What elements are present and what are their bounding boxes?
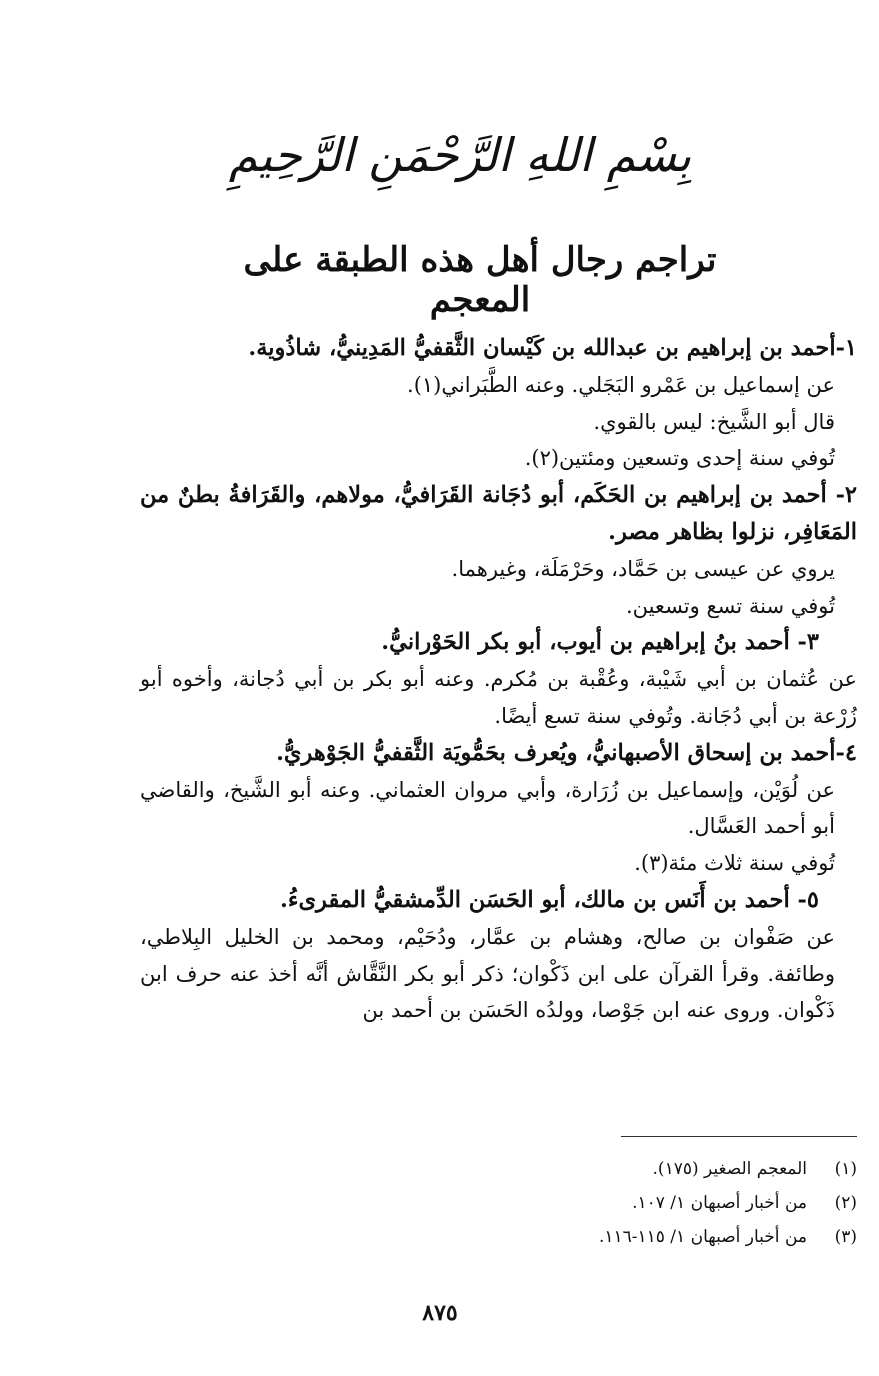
entry-1 bbox=[140, 330, 857, 477]
entry-3 bbox=[140, 624, 857, 734]
biographies-body bbox=[140, 330, 857, 1029]
entry-line: تُوفي سنة تسع وتسعين. bbox=[625, 593, 835, 618]
footnote bbox=[257, 1186, 857, 1220]
entry-title: ١-أحمد بن إبراهيم بن عبدالله بن كَيْسان الثَّقفيُّ المَدِينيُّ، شاذُوية. bbox=[248, 335, 857, 361]
footnote-separator bbox=[621, 1136, 857, 1137]
page-number: ٨٧٥ bbox=[422, 1300, 458, 1326]
footnote-number: (١) bbox=[834, 1159, 857, 1179]
entry-line: تُوفي سنة ثلاث مئة(٣). bbox=[634, 851, 835, 876]
entry-line: عن صَفْوان بن صالح، وهشام بن عمَّار، ودُحَيْم، ومحمد بن الخليل البِلاطي، وطائفة. وقرأ القرآن على ابن ذَكْوان؛ ذكر أبو بكر النَّقَّاش أنَّه أخذ عنه حرف ابن ذَكْوان. وروى عنه ابن جَوْصا، وولدُه الحَسَن بن أحمد بن bbox=[140, 924, 835, 1023]
entry-title: ٢- أحمد بن إبراهيم بن الحَكَم، أبو دُجَانة القَرَافيُّ، مولاهم، والقَرَافةُ بطنٌ من المَعَافِر، نزلوا بظاهر مصر. bbox=[140, 482, 857, 545]
footnotes bbox=[257, 1152, 857, 1254]
entry-line: قال أبو الشَّيخ: ليس بالقوي. bbox=[593, 409, 835, 434]
footnote-number: (٢) bbox=[834, 1193, 857, 1213]
footnote-text: المعجم الصغير (١٧٥). bbox=[652, 1159, 807, 1179]
entry-line: عن لُوَيْن، وإسماعيل بن زُرَارة، وأبي مروان العثماني. وعنه أبو الشَّيخ، والقاضي أبو أحمد العَسَّال. bbox=[140, 777, 835, 839]
entry-line: تُوفي سنة إحدى وتسعين ومئتين(٢). bbox=[524, 446, 835, 471]
entry-4 bbox=[140, 735, 857, 882]
entry-line: عن إسماعيل بن عَمْرو البَجَلي. وعنه الطَّبَراني(١). bbox=[407, 372, 835, 397]
footnote bbox=[257, 1220, 857, 1254]
entry-title: ٤-أحمد بن إسحاق الأصبهانيُّ، ويُعرف بحَمُّويَة الثَّقفيُّ الجَوْهريُّ. bbox=[276, 739, 857, 766]
entry-line: يروي عن عيسى بن حَمَّاد، وحَرْمَلَة، وغيرهما. bbox=[451, 556, 835, 581]
footnote-text: من أخبار أصبهان ١/ ١١٥-١١٦. bbox=[598, 1227, 807, 1247]
footnote bbox=[257, 1152, 857, 1186]
basmala: بِسْمِ اللهِ الرَّحْمَنِ الرَّحِيمِ bbox=[228, 128, 692, 182]
entry-title: ٥- أحمد بن أَنَس بن مالك، أبو الحَسَن الدِّمشقيُّ المقرىءُ. bbox=[280, 886, 819, 913]
entry-2 bbox=[140, 477, 857, 624]
entry-5 bbox=[140, 882, 857, 1029]
footnote-text: من أخبار أصبهان ١/ ١٠٧. bbox=[632, 1193, 807, 1213]
footnote-number: (٣) bbox=[834, 1227, 857, 1247]
entry-line: عن عُثمان بن أبي شَيْبة، وعُقْبة بن مُكرم. وعنه أبو بكر بن أبي دُجانة، وأخوه أبو زُرْعة بن أبي دُجَانة. وتُوفي سنة تسع أيضًا. bbox=[140, 667, 857, 728]
entry-title: ٣- أحمد بنُ إبراهيم بن أيوب، أبو بكر الحَوْرانيُّ. bbox=[381, 629, 819, 656]
chapter-heading: تراجم رجال أهل هذه الطبقة على المعجم bbox=[243, 240, 717, 320]
